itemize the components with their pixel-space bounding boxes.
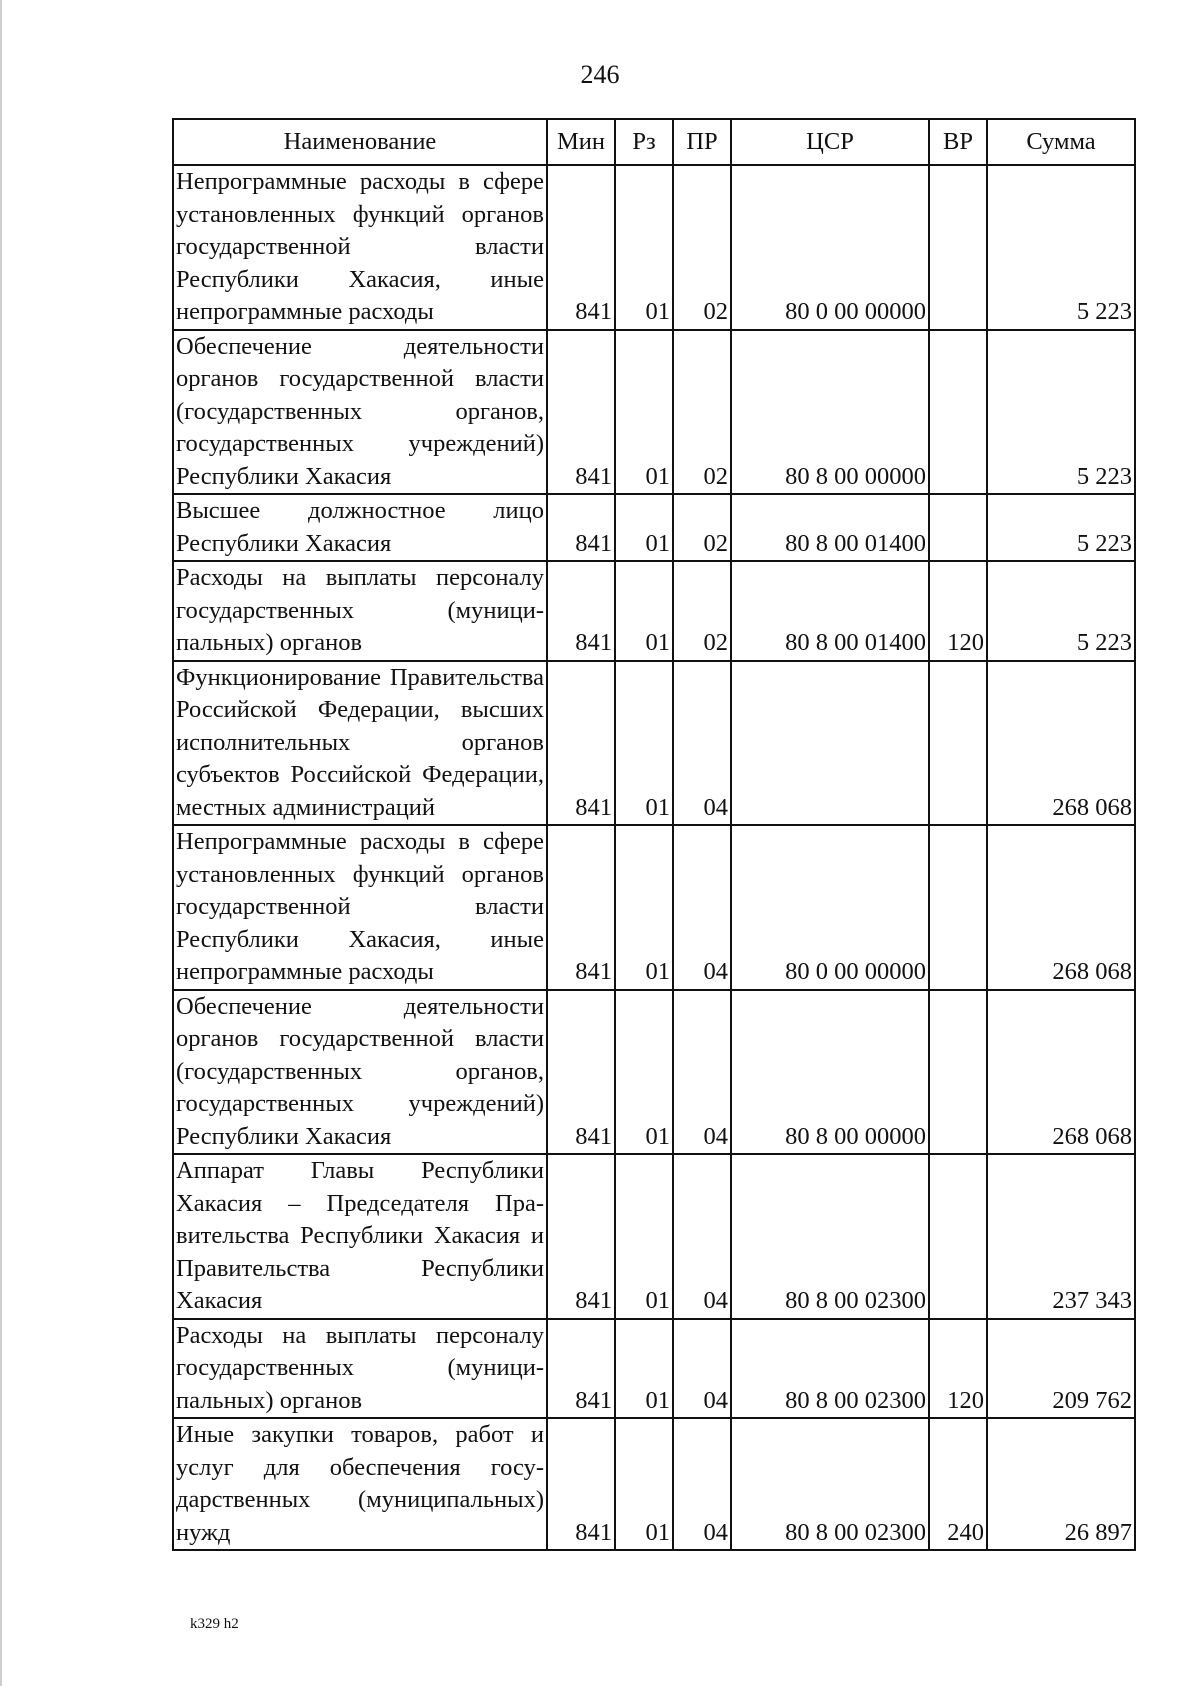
- row-csr: 80 8 00 02300: [731, 1418, 929, 1550]
- row-sum: 268 068: [987, 990, 1135, 1155]
- row-min: 841: [547, 165, 615, 330]
- row-rz: 01: [615, 561, 673, 661]
- row-csr: 80 8 00 00000: [731, 330, 929, 495]
- row-sum: 268 068: [987, 661, 1135, 826]
- row-vr: [929, 494, 987, 561]
- table-body: [173, 165, 1135, 1550]
- scan-edge: [0, 0, 8, 1686]
- row-min: 841: [547, 330, 615, 495]
- row-vr: [929, 1154, 987, 1319]
- row-name: Обеспечение деятельности органов государственной власти (государственных органов, государственных учреждений) Республики Хакасия: [173, 990, 547, 1155]
- row-rz: 01: [615, 1154, 673, 1319]
- row-vr: [929, 661, 987, 826]
- row-csr: 80 0 00 00000: [731, 825, 929, 990]
- header-sum: Сумма: [987, 119, 1135, 165]
- row-min: 841: [547, 1154, 615, 1319]
- row-vr: [929, 825, 987, 990]
- row-pr: 04: [673, 1319, 731, 1419]
- table-row: [173, 990, 1135, 1155]
- row-name: Непрограммные расходы в сфере установленных функций органов государственной власти Республики Хакасия, иные непрограммные расходы: [173, 825, 547, 990]
- row-min: 841: [547, 494, 615, 561]
- row-name: Аппарат Главы Республики Хакасия – Председателя Правительства Республики Хакасия и Правительства Республики Хакасия: [173, 1154, 547, 1319]
- row-rz: 01: [615, 990, 673, 1155]
- table-row: [173, 561, 1135, 661]
- table-row: [173, 1418, 1135, 1550]
- row-vr: 120: [929, 561, 987, 661]
- row-sum: 237 343: [987, 1154, 1135, 1319]
- page-number: 246: [580, 60, 620, 89]
- row-vr: 120: [929, 1319, 987, 1419]
- row-csr: 80 8 00 01400: [731, 561, 929, 661]
- header-vr: ВР: [929, 119, 987, 165]
- table-row: [173, 494, 1135, 561]
- row-csr: 80 8 00 01400: [731, 494, 929, 561]
- row-name: Непрограммные расходы в сфере установленных функций органов государственной власти Республики Хакасия, иные непрограммные расходы: [173, 165, 547, 330]
- row-name: Расходы на выплаты персоналу государственных (муниципальных) органов: [173, 561, 547, 661]
- row-csr: 80 8 00 02300: [731, 1154, 929, 1319]
- row-name: Обеспечение деятельности органов государственной власти (государственных органов, государственных учреждений) Республики Хакасия: [173, 330, 547, 495]
- footer-code: k329 h2: [190, 1616, 239, 1632]
- row-pr: 02: [673, 330, 731, 495]
- row-min: 841: [547, 561, 615, 661]
- row-rz: 01: [615, 1418, 673, 1550]
- row-sum: 26 897: [987, 1418, 1135, 1550]
- row-vr: [929, 990, 987, 1155]
- table-row: [173, 1154, 1135, 1319]
- row-min: 841: [547, 661, 615, 826]
- row-csr: 80 0 00 00000: [731, 165, 929, 330]
- row-pr: 04: [673, 1418, 731, 1550]
- row-rz: 01: [615, 330, 673, 495]
- header-pr: ПР: [673, 119, 731, 165]
- row-vr: [929, 330, 987, 495]
- row-pr: 02: [673, 561, 731, 661]
- row-rz: 01: [615, 494, 673, 561]
- row-pr: 04: [673, 661, 731, 826]
- row-name: Высшее должностное лицо Республики Хакасия: [173, 494, 547, 561]
- row-min: 841: [547, 825, 615, 990]
- table-row: [173, 661, 1135, 826]
- budget-table: [172, 118, 1136, 1551]
- table-row: [173, 330, 1135, 495]
- row-rz: 01: [615, 165, 673, 330]
- header-rz: Рз: [615, 119, 673, 165]
- row-pr: 02: [673, 165, 731, 330]
- row-pr: 04: [673, 1154, 731, 1319]
- table-row: [173, 825, 1135, 990]
- row-name: Расходы на выплаты персоналу государственных (муниципальных) органов: [173, 1319, 547, 1419]
- table-row: [173, 1319, 1135, 1419]
- header-min: Мин: [547, 119, 615, 165]
- row-pr: 04: [673, 825, 731, 990]
- row-vr: 240: [929, 1418, 987, 1550]
- row-name: Иные закупки товаров, работ и услуг для обеспечения государственных (муниципальных) нужд: [173, 1418, 547, 1550]
- row-sum: 5 223: [987, 561, 1135, 661]
- row-sum: 5 223: [987, 494, 1135, 561]
- row-pr: 02: [673, 494, 731, 561]
- row-vr: [929, 165, 987, 330]
- row-rz: 01: [615, 825, 673, 990]
- row-sum: 209 762: [987, 1319, 1135, 1419]
- row-min: 841: [547, 990, 615, 1155]
- row-sum: 268 068: [987, 825, 1135, 990]
- row-rz: 01: [615, 1319, 673, 1419]
- header-csr: ЦСР: [731, 119, 929, 165]
- row-csr: 80 8 00 02300: [731, 1319, 929, 1419]
- header-name: Наименование: [173, 119, 547, 165]
- row-csr: 80 8 00 00000: [731, 990, 929, 1155]
- table-header: [173, 119, 1135, 165]
- row-rz: 01: [615, 661, 673, 826]
- row-min: 841: [547, 1319, 615, 1419]
- row-name: Функционирование Правительства Российской Федерации, высших исполнительных органов субъектов Российской Федерации, местных администраций: [173, 661, 547, 826]
- row-sum: 5 223: [987, 330, 1135, 495]
- row-sum: 5 223: [987, 165, 1135, 330]
- row-csr: [731, 661, 929, 826]
- row-pr: 04: [673, 990, 731, 1155]
- row-min: 841: [547, 1418, 615, 1550]
- table-row: [173, 165, 1135, 330]
- header-row: [173, 119, 1135, 165]
